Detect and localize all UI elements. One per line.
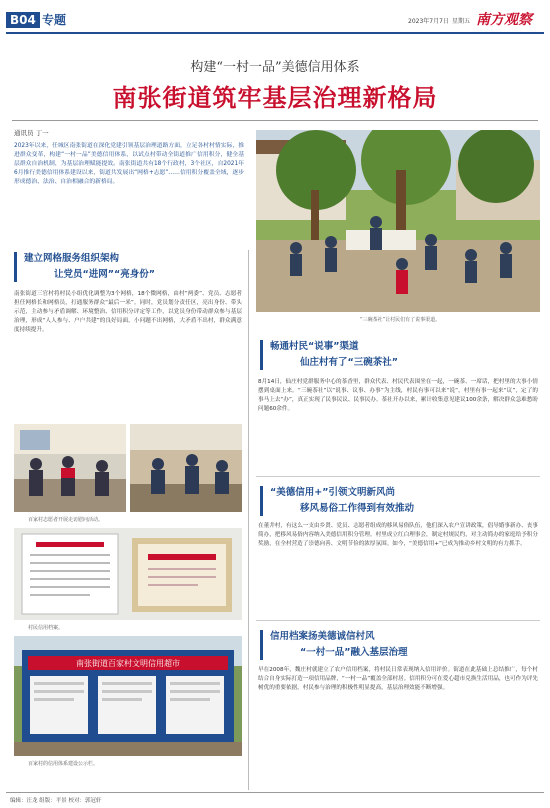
photo-caption-credit-files: 村民信用档案。 bbox=[28, 625, 64, 631]
photo-caption-volunteer: 百家村志愿者开展走访慰问活动。 bbox=[28, 517, 104, 523]
section-body-grid: 南张街道三官村将村民小组优化调整为3个网格，18个微网格，由村“两委”、党员、志愿者担任网格长和网格员，打通服务群众“最后一米”。同时，党员划分责任区，亮出身份、带头示范，主动参与矛盾调解、环境整治、信用积分评定等工作，以党员身份带动群众参与基层治理，形成“人人参与、户户共建”的良好局面。小问题不出网格，大矛盾不出村，群众满意度持续提升。 bbox=[14, 291, 242, 333]
article-lead: 2023年以来，任城区南张街道在深化党建引领基层治理道路方面，立足各村村情实际，推进群众变革，构建“一村一品”美德信用体系，以试点村带动全街道推广信用积分，健全基层群众自治机制，为基层治理赋能提效。南张街道共有18个行政村，3个社区，自2021年6月推行美德信用体系建设以来，街道共发展出“网格+志愿”……信用积分覆盖全域，逐步形成德治、法治、自治相融合的新格局。 bbox=[14, 143, 244, 185]
section-body-tea-house: 8月14日，仙庄村党群服务中心的茶香里，群众代表、村民代表围坐在一起，一碗茶、一席话，把村里的大事小情摆到桌面上来。“三碗茶社”以“说事、议事、办事”为主线，村民有事可以来“说”，村里有事一起来“议”，定了的事马上去“办”，真正实现了民事民议、民事民办。茶社开办以来，累计收集意见建议100余条，解决群众急难愁盼问题60余件。 bbox=[258, 379, 538, 412]
issue-weekday: 星期五 bbox=[452, 18, 471, 25]
article-headline: 南张街道筑牢基层治理新格局 bbox=[112, 83, 438, 112]
elderly-visit-image bbox=[130, 424, 242, 512]
footer-rule bbox=[6, 792, 544, 793]
photo-caption-villagers: “三碗茶社”让村民们有了说事渠道。 bbox=[360, 317, 441, 323]
newspaper-logo: 南方观察 bbox=[476, 12, 532, 28]
section-heading-line1: 信用档案扬美德诚信村风 bbox=[270, 631, 375, 642]
section-body-moral-credit: 在董井村，有这么一支由乡贤、党员、志愿者组成的移风易俗队伍，他们深入农户宣讲政策，倡导婚事新办、丧事简办，把移风易俗内容纳入美德信用积分管理。村里成立红白理事会，制定村规民约，对主动简办的家庭给予积分奖励，在全村营造了崇德向善、文明节俭的浓厚氛围。如今，“美德信用+”已成为推动乡村文明的有力抓手。 bbox=[258, 523, 538, 547]
header-rule bbox=[6, 32, 544, 34]
section-title: 专题 bbox=[42, 13, 67, 27]
section-heading-line1: 建立网格服务组织架构 bbox=[24, 253, 120, 264]
photo-volunteer-visit bbox=[14, 424, 126, 512]
page-code-badge: B04 bbox=[6, 12, 40, 28]
article-kicker: 构建“一村一品”美德信用体系 bbox=[190, 60, 360, 75]
page-header bbox=[6, 10, 544, 32]
photo-caption-billboard: 百家村的信用体系建设公示栏。 bbox=[28, 761, 99, 767]
section-heading-line2: 仙庄村有了“三碗茶社” bbox=[300, 357, 398, 368]
section-heading-line1: “美德信用+”引领文明新风尚 bbox=[270, 487, 395, 498]
volunteer-visit-image bbox=[14, 424, 126, 512]
column-divider bbox=[248, 250, 249, 790]
title-divider bbox=[12, 120, 538, 121]
section-heading-line2: 移风易俗工作得到有效推动 bbox=[300, 503, 415, 514]
credit-files-image bbox=[14, 528, 242, 620]
heading-accent-bar bbox=[260, 486, 263, 516]
photo-villagers-gathering bbox=[256, 130, 540, 312]
section-heading-line2: 让党员“进网”“亮身份” bbox=[54, 269, 155, 280]
credit-billboard-image bbox=[14, 636, 242, 756]
photo-elderly-visit bbox=[130, 424, 242, 512]
section-body-credit-files: 早在2008年，魏庄村就建立了农户信用档案，将村民日常表现纳入信用评价。街道在此基础上总结推广，每个村结合自身实际打造一项信用品牌，“一村一品”覆盖全部村居。信用积分可在爱心超市兑换生活用品，也可作为评先树优的重要依据，村民参与治理的积极性明显提高，基层治理效能不断增强。 bbox=[258, 667, 538, 691]
editor-credits: 编辑：汪龙 组版：平景 校对：郭冠轩 bbox=[10, 798, 102, 804]
heading-accent-bar bbox=[260, 340, 263, 370]
villagers-gathering-image bbox=[256, 130, 540, 312]
billboard-title: 南张街道百家村文明信用超市 bbox=[76, 659, 180, 668]
heading-accent-bar bbox=[260, 630, 263, 660]
section-divider bbox=[256, 620, 540, 621]
section-divider bbox=[256, 476, 540, 477]
photo-credit-billboard bbox=[14, 636, 242, 756]
photo-credit-files bbox=[14, 528, 242, 620]
section-heading-line2: “一村一品”融入基层治理 bbox=[300, 647, 408, 658]
article-byline: 通讯员 丁一 bbox=[14, 129, 49, 137]
issue-date: 2023年7月7日 bbox=[408, 18, 449, 25]
heading-accent-bar bbox=[14, 252, 17, 282]
section-heading-line1: 畅通村民“说事”渠道 bbox=[270, 341, 359, 352]
